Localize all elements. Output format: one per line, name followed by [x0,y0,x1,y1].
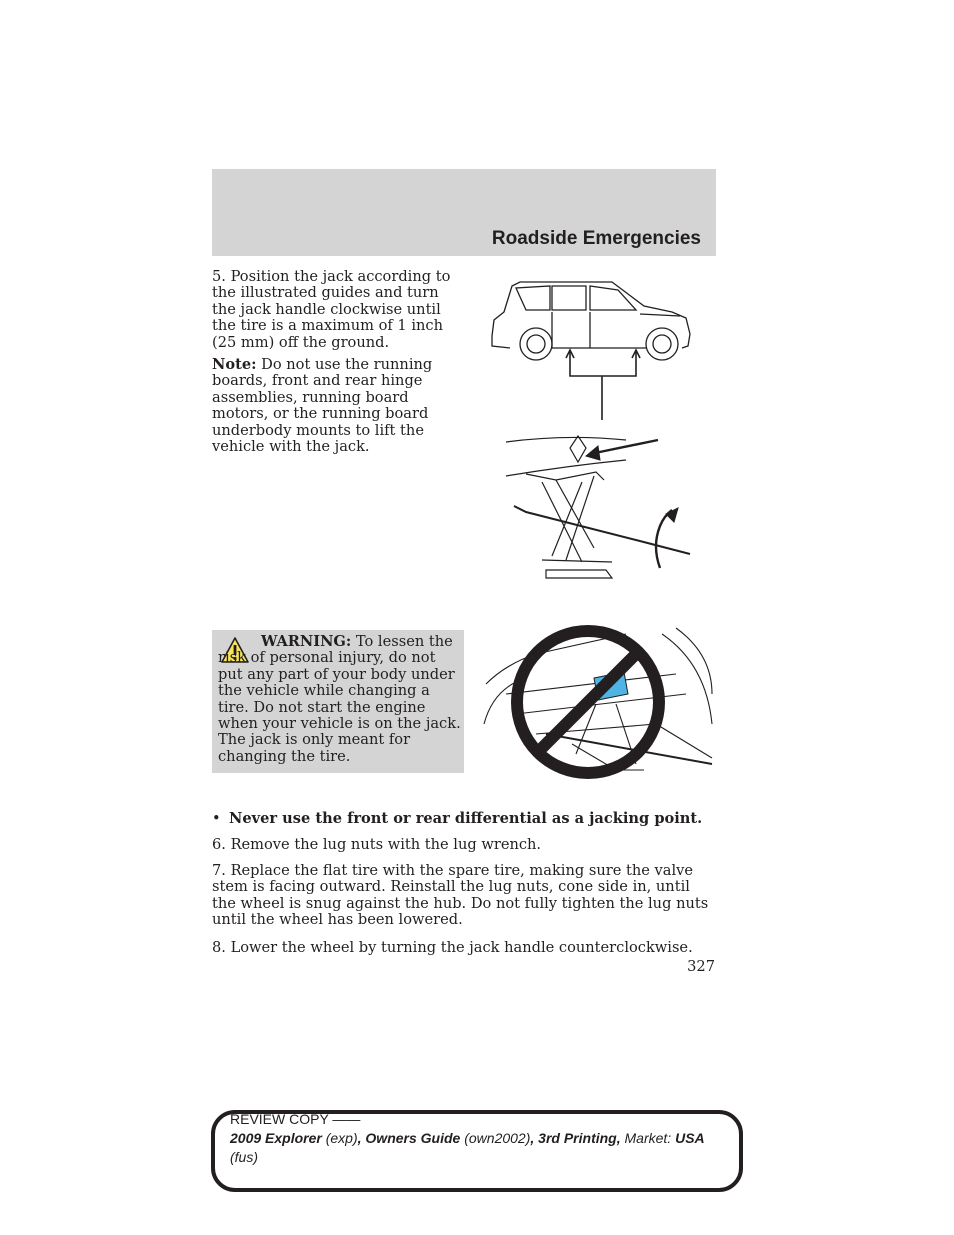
footer-printing: , 3rd Printing, [530,1130,621,1146]
note-paragraph [212,357,457,455]
step-5-text: 5. Position the jack according to the illustrated guides and turn the jack handle clockwise until the tire is a maximum of 1 inch (25 mm) off the ground. [212,268,451,351]
bullet-dot: • [212,810,221,827]
no-body-under-vehicle-illustration [476,624,714,784]
footer-guide-code: (own2002) [460,1130,531,1146]
warning-label: WARNING: [261,633,352,650]
warning-box [212,630,464,773]
page-number: 327 [687,958,715,975]
jack-position-illustration [486,276,710,586]
note-label: Note: [212,356,257,373]
warning-text [218,634,462,765]
footer-model: 2009 Explorer [230,1130,322,1146]
footer-text [230,1110,730,1167]
step-6-text: 6. Remove the lug nuts with the lug wrench. [212,836,542,853]
footer-guide: , Owners Guide [357,1130,461,1146]
footer-market-code: (fus) [230,1149,258,1165]
bullet-item [212,811,722,827]
direction-arrows [586,440,678,568]
step-7-text: 7. Replace the flat tire with the spare tire, making sure the valve stem is facing outward. Reinstall the lug nuts, cone side in, until the wheel is snug against the hub. Do not fully tighten the lug nuts until the wheel has been lowered. [212,862,709,929]
prohibited-icon [517,631,659,773]
footer-publication-line [230,1129,730,1148]
jack-point-markers [566,350,640,420]
section-title: Roadside Emergencies [491,228,701,249]
footer-model-code: (exp) [321,1130,358,1146]
warning-body: To lessen the risk of personal injury, do not put any part of your body under the vehicle while changing a tire. Do not start the engine when your vehicle is on the jack. The jack is only meant for changing the tire. [218,633,461,765]
bullet-text: Never use the front or rear differential as a jacking point. [229,810,703,827]
vehicle-side-view [492,282,690,360]
step-8-text: 8. Lower the wheel by turning the jack handle counterclockwise. [212,939,693,956]
footer-market: USA [675,1130,705,1146]
footer-market-label: Market: [620,1130,676,1146]
footer-review-copy: REVIEW COPY —— [230,1111,361,1127]
header-band [212,169,716,256]
note-text: Do not use the running boards, front and rear hinge assemblies, running board motors, or the running board underbody mounts to lift the vehicle with the jack. [212,356,433,456]
